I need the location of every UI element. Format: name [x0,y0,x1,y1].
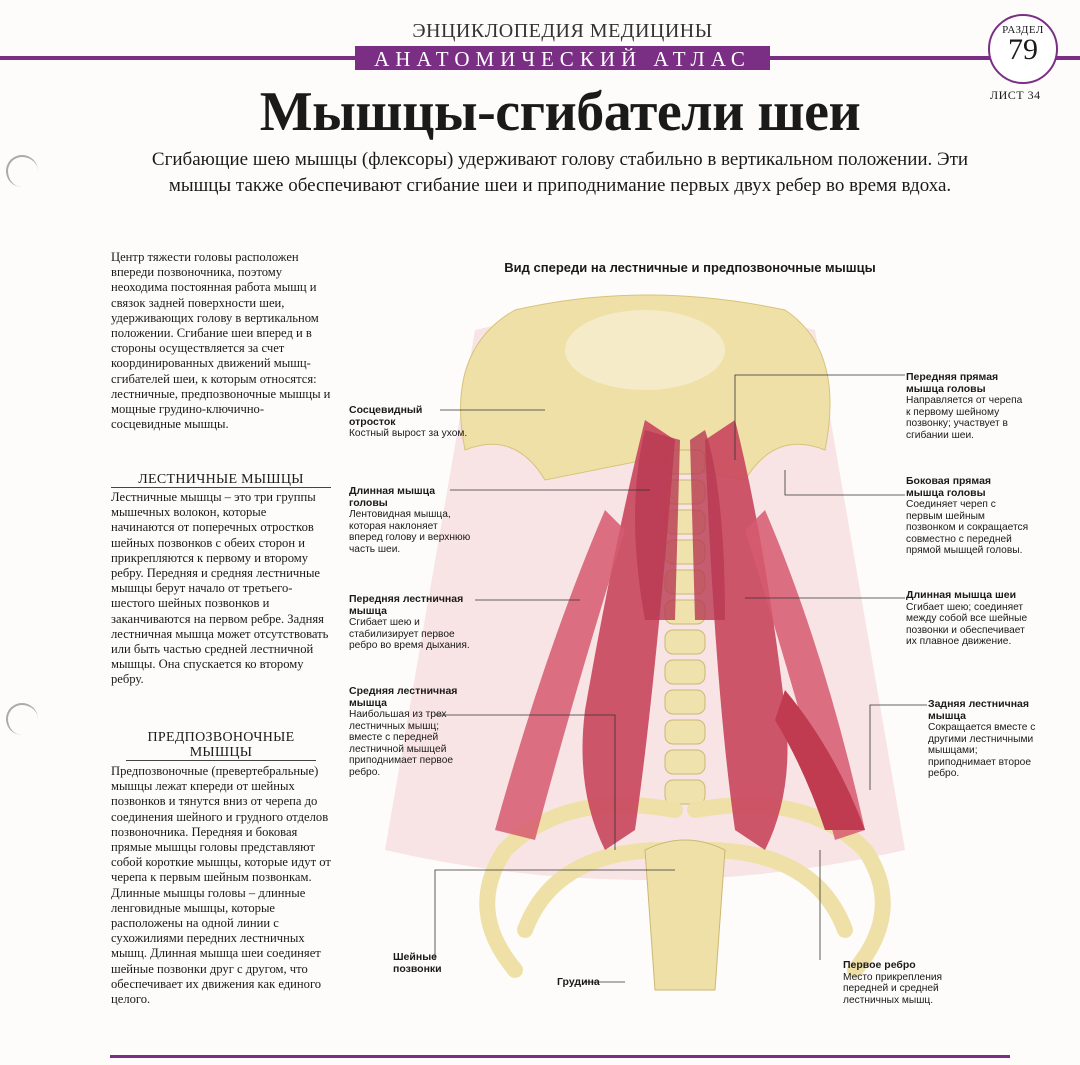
figure-title: Вид спереди на лестничные и предпозвоночные мышцы [504,260,876,275]
section-badge [988,14,1058,84]
sternum [645,840,725,990]
label-mastoid: Сосцевидный отросток Костный вырост за ухом. [349,404,468,439]
atlas-banner: АНАТОМИЧЕСКИЙ АТЛАС [355,46,770,70]
section-label: РАЗДЕЛ [1002,24,1044,36]
page-title: Мышцы-сгибатели шеи [259,81,861,143]
punch-hole [6,703,38,735]
neck-anatomy-illustration [345,290,945,1020]
intro-paragraph: Центр тяжести головы расположен впереди позвоночника, поэтому неоходима постоянная работа мышц и связок задней поверхности шеи, удерживающих голову в вертикальном положении. Сгибание шеи вперед и в стороны осуществляется за счет координированных движений мышц-сгибателей шеи, к которым относятся: лестничные, предпозвоночные мышцы и мощные грудино-ключично-сосцевидные мышцы. [111,250,331,432]
sheet-number: ЛИСТ 34 [990,88,1041,102]
intro-text: Сгибающие шею мышцы (флексоры) удерживают голову стабильно в вертикальном положении. Эти мышцы также обеспечивают сгибание шеи и приподнимание первых двух ребер во время вдоха. [151,149,969,196]
scalene-paragraph: Лестничные мышцы – это три группы мышечных волокон, которые начинаются от поперечных отростков шейных позвонков с обеих сторон и прикрепляются к первому и второму ребру. Передняя и средняя лестничные мышцы берут начало от третьего-шестого шейных позвонков и заканчиваются на первом ребре. Задняя лестничная мышца может отсутствовать или быть частью средней лестничной мышцы. Она спускается ко второму ребру. [111,490,329,687]
prevertebral-paragraph: Предпозвоночные (превертебральные) мышцы лежат кпереди от шейных позвонков и тянутся вниз от черепа до соединения шейного и грудного отделов позвоночника. Передняя и боковая прямые мышцы головы представляют собой короткие мышцы, которые идут от черепа к первым шейным позвонкам. Длинные мышцы головы – длинные ленговидные мышцы, которые расположены на одной линии с сухожилиями передних лестничных мышц. Длинная мышца шеи соединяет шейные позвонки друг с другом, что обеспечивает их движения как единого целого. [111,764,331,1007]
label-longus-capitis: Длинная мышца головы Лентовидная мышца, которая наклоняет вперед голову и верхнюю часть шеи. [349,485,471,555]
label-sternum: Грудина [557,976,600,988]
label-rectus-capitis-anterior: Передняя прямая мышца головы Направляется от черепа к первому шейному позвонку; участвует в сгибании шеи. [906,371,1023,441]
label-longus-colli: Длинная мышца шеи Сгибает шею; соединяет между собой все шейные позвонки и обеспечивает их плавное движение. [906,589,1028,647]
label-scalenus-medius: Средняя лестничная мышца Наибольшая из трех лестничных мышц; вместе с передней лестничной мышцей приподнимает первое ребро. [349,685,458,778]
label-first-rib: Первое ребро Место прикрепления передней и средней лестничных мышц. [843,959,943,1006]
label-cervical-vertebrae: Шейные позвонки [393,951,442,975]
foramen-area [565,310,725,390]
footer-rule [110,1055,1010,1058]
section-heading-scalene: ЛЕСТНИЧНЫЕ МЫШЦЫ [111,472,331,488]
label-rectus-capitis-lateralis: Боковая прямая мышца головы Соединяет череп с первым шейным позвонком и сокращается совместно с передней прямой мышцей головы. [906,475,1029,556]
label-scalenus-posterior: Задняя лестничная мышца Сокращается вместе с другими лестничными мышцами; приподнимает второе ребро. [928,698,1036,779]
section-heading-prevertebral: ПРЕДПОЗВОНОЧНЫЕ МЫШЦЫ [126,730,316,761]
punch-hole [6,155,38,187]
label-scalenus-anterior: Передняя лестничная мышца Сгибает шею и стабилизирует первое ребро во время дыхания. [349,593,470,651]
section-number: 79 [1008,33,1038,66]
series-title: ЭНЦИКЛОПЕДИЯ МЕДИЦИНЫ [412,20,713,42]
